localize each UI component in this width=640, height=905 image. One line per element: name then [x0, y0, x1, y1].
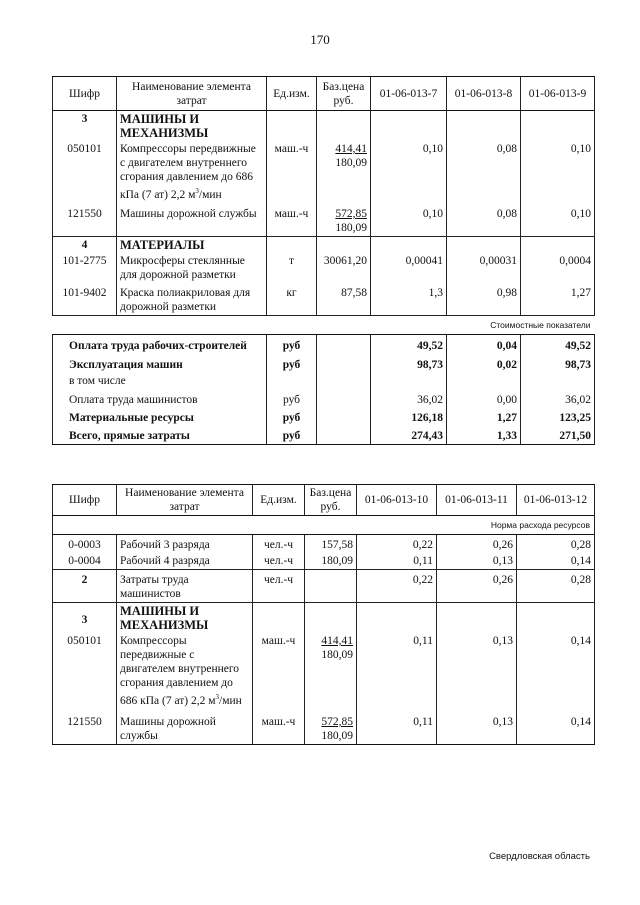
row-price: 87,58	[317, 283, 371, 316]
row-value: 0,28	[517, 570, 595, 603]
row-price: 157,58	[305, 535, 357, 554]
region-footer: Свердловская область	[489, 851, 590, 862]
summary-row	[53, 334, 595, 354]
section-row	[53, 570, 595, 603]
summary-unit: руб	[267, 408, 317, 426]
table-row	[53, 633, 595, 709]
summary-value: 126,18	[371, 408, 447, 426]
row-name: Машины дорожной службы	[117, 709, 253, 745]
header-unit: Ед.изм.	[267, 77, 317, 111]
summary-unit: руб	[267, 389, 317, 408]
table-row	[53, 253, 595, 283]
section-code: 2	[53, 570, 117, 603]
row-name: Микросферы стеклянные для дорожной разметки	[117, 253, 267, 283]
table-row	[53, 709, 595, 745]
section-row	[53, 111, 595, 142]
row-value: 0,08	[447, 203, 521, 237]
row-code: 050101	[53, 141, 117, 203]
summary-value: 0,00	[447, 389, 521, 408]
summary-name: Оплата труда машинистов	[53, 389, 267, 408]
summary-unit: руб	[267, 334, 317, 354]
summary-value: 49,52	[371, 334, 447, 354]
summary-unit: руб	[267, 426, 317, 445]
row-value: 0,22	[357, 535, 437, 554]
summary-row	[53, 373, 595, 389]
summary-value: 274,43	[371, 426, 447, 445]
section-unit: чел.-ч	[253, 570, 305, 603]
row-value: 0,13	[437, 709, 517, 745]
summary-row	[53, 408, 595, 426]
row-price: 572,85 180,09	[317, 203, 371, 237]
row-unit: маш.-ч	[267, 203, 317, 237]
summary-value: 36,02	[521, 389, 595, 408]
summary-name: в том числе	[53, 373, 267, 389]
row-value: 0,28	[517, 535, 595, 554]
resource-note-row	[53, 516, 595, 535]
summary-unit: руб	[267, 354, 317, 373]
row-value: 0,00041	[371, 253, 447, 283]
row-value: 0,13	[437, 553, 517, 570]
section-code: 3	[53, 111, 117, 142]
summary-name: Материальные ресурсы	[53, 408, 267, 426]
row-name: Машины дорожной службы	[117, 203, 267, 237]
row-value: 0,26	[437, 535, 517, 554]
table-header	[53, 77, 595, 111]
section-code: 3	[53, 603, 117, 634]
row-value: 0,00031	[447, 253, 521, 283]
row-code: 121550	[53, 203, 117, 237]
row-price: 414,41 180,09	[305, 633, 357, 709]
cost-note: Стоимостные показатели	[53, 315, 595, 334]
section-title: МАШИНЫ И МЕХАНИЗМЫ	[117, 603, 253, 634]
row-unit: кг	[267, 283, 317, 316]
header-col-7: 01-06-013-7	[371, 77, 447, 111]
section-row	[53, 236, 595, 253]
header-price: Баз.цена руб.	[317, 77, 371, 111]
row-price: 414,41 180,09	[317, 141, 371, 203]
table-row	[53, 141, 595, 203]
summary-value: 0,04	[447, 334, 521, 354]
row-unit: маш.-ч	[253, 633, 305, 709]
table-row	[53, 203, 595, 237]
row-price: 180,09	[305, 553, 357, 570]
header-col-10: 01-06-013-10	[357, 485, 437, 516]
row-value: 0,10	[371, 203, 447, 237]
summary-name: Оплата труда рабочих-строителей	[53, 334, 267, 354]
row-value: 0,11	[357, 633, 437, 709]
section-row	[53, 603, 595, 634]
row-value: 0,10	[521, 203, 595, 237]
header-code: Шифр	[53, 77, 117, 111]
row-value: 0,0004	[521, 253, 595, 283]
row-value: 0,14	[517, 633, 595, 709]
summary-row	[53, 389, 595, 408]
header-col-11: 01-06-013-11	[437, 485, 517, 516]
header-name: Наименование элемента затрат	[117, 77, 267, 111]
row-value: 0,11	[357, 553, 437, 570]
row-name: Краска полиакриловая для дорожной разметки	[117, 283, 267, 316]
row-unit: чел.-ч	[253, 553, 305, 570]
row-code: 050101	[53, 633, 117, 709]
summary-value: 49,52	[521, 334, 595, 354]
row-value: 0,08	[447, 141, 521, 203]
resource-table-2	[52, 484, 595, 745]
row-value: 0,14	[517, 553, 595, 570]
row-value: 1,3	[371, 283, 447, 316]
header-col-8: 01-06-013-8	[447, 77, 521, 111]
row-name: Компрессоры передвижные с двигателем внутреннего сгорания давлением до 686 кПа (7 ат) 2,2 $м^3$/мин	[117, 633, 253, 709]
row-price: 30061,20	[317, 253, 371, 283]
row-unit: маш.-ч	[267, 141, 317, 203]
row-code: 101-2775	[53, 253, 117, 283]
row-name: Компрессоры передвижные с двигателем внутреннего сгорания давлением до 686 кПа (7 ат) 2,2 $м^3$/мин	[117, 141, 267, 203]
row-value: 0,13	[437, 633, 517, 709]
row-value: 0,98	[447, 283, 521, 316]
summary-value: 0,02	[447, 354, 521, 373]
row-code: 101-9402	[53, 283, 117, 316]
row-unit: чел.-ч	[253, 535, 305, 554]
row-unit: т	[267, 253, 317, 283]
row-code: 0-0004	[53, 553, 117, 570]
summary-value: 98,73	[371, 354, 447, 373]
summary-value: 1,33	[447, 426, 521, 445]
cost-note-row	[53, 315, 595, 334]
summary-value: 1,27	[447, 408, 521, 426]
row-value: 0,10	[371, 141, 447, 203]
row-value: 0,10	[521, 141, 595, 203]
table-row	[53, 535, 595, 554]
section-title: МАТЕРИАЛЫ	[117, 236, 267, 253]
row-value: 0,26	[437, 570, 517, 603]
row-value: 0,14	[517, 709, 595, 745]
header-name: Наименование элемента затрат	[117, 485, 253, 516]
table-row	[53, 283, 595, 316]
table-header	[53, 485, 595, 516]
summary-value: 123,25	[521, 408, 595, 426]
row-value: 1,27	[521, 283, 595, 316]
resource-table-1	[52, 76, 595, 445]
resource-note: Норма расхода ресурсов	[53, 516, 595, 535]
section-code: 4	[53, 236, 117, 253]
summary-name: Всего, прямые затраты	[53, 426, 267, 445]
header-price: Баз.цена руб.	[305, 485, 357, 516]
summary-row	[53, 426, 595, 445]
row-code: 0-0003	[53, 535, 117, 554]
section-title: МАШИНЫ И МЕХАНИЗМЫ	[117, 111, 267, 142]
page-number: 170	[310, 32, 330, 47]
row-name: Рабочий 3 разряда	[117, 535, 253, 554]
header-col-9: 01-06-013-9	[521, 77, 595, 111]
row-code: 121550	[53, 709, 117, 745]
row-name: Рабочий 4 разряда	[117, 553, 253, 570]
summary-row	[53, 354, 595, 373]
summary-name: Эксплуатация машин	[53, 354, 267, 373]
row-value: 0,11	[357, 709, 437, 745]
section-name: Затраты труда машинистов	[117, 570, 253, 603]
header-unit: Ед.изм.	[253, 485, 305, 516]
header-code: Шифр	[53, 485, 117, 516]
header-col-12: 01-06-013-12	[517, 485, 595, 516]
summary-value: 36,02	[371, 389, 447, 408]
summary-value: 271,50	[521, 426, 595, 445]
row-price: 572,85 180,09	[305, 709, 357, 745]
row-value: 0,22	[357, 570, 437, 603]
table-row	[53, 553, 595, 570]
row-unit: маш.-ч	[253, 709, 305, 745]
summary-value: 98,73	[521, 354, 595, 373]
